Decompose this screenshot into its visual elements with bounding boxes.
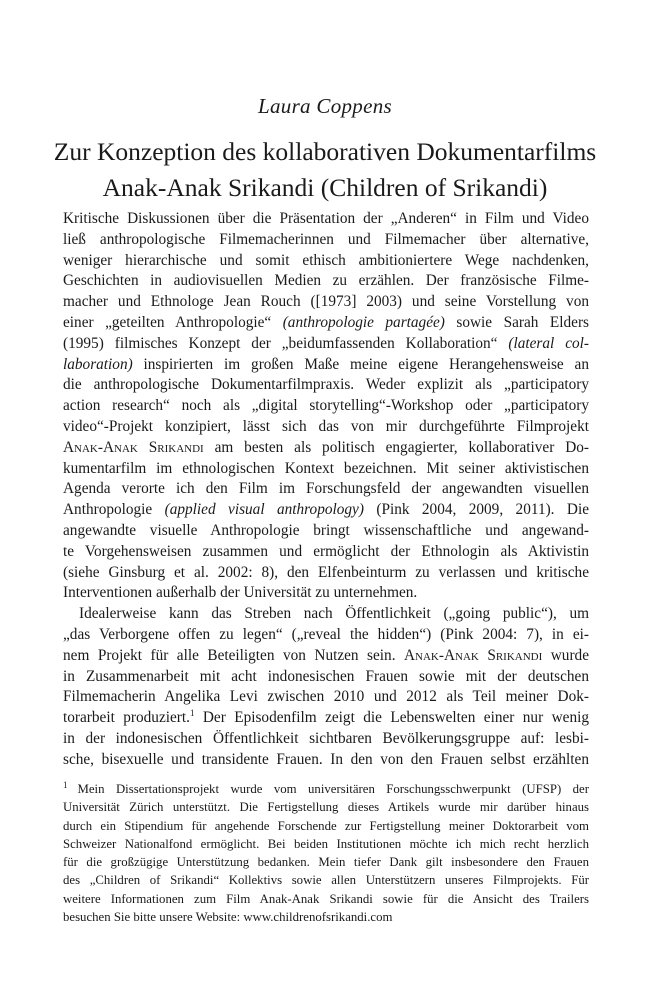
chapter-title-line-1: Zur Konzeption des kollaborativen Dokumentarfilms bbox=[53, 137, 597, 166]
text-line bbox=[63, 438, 589, 459]
text-line: in Zusammenarbeit mit acht indonesischen Frauen sowie mit der deutschen bbox=[63, 667, 589, 685]
text-line: macher und Ethnologe Jean Rouch ([1973] 2003) und seine Vorstellung von bbox=[63, 293, 589, 311]
text-run: am besten als politisch engagierter, kollaborativer Do- bbox=[203, 438, 590, 456]
text-run: inspirierten im großen Maße meine eigene Herangehensweise an bbox=[132, 355, 589, 373]
text-line: video“-Projekt konzipiert, lässt sich das von mir durchgeführte Filmprojekt bbox=[63, 417, 589, 435]
text-run: sowie Sarah Elders bbox=[444, 313, 589, 331]
text-line bbox=[63, 708, 589, 729]
text-line: action research“ noch als „digital storytelling“-Workshop oder „participatory bbox=[63, 397, 589, 415]
chapter-title bbox=[0, 134, 650, 206]
text-run: Mein Dissertationsprojekt wurde vom universitären Forschungsschwerpunkt (UFSP) der bbox=[77, 782, 589, 796]
body-text bbox=[63, 209, 589, 771]
text-line: Interventionen außerhalb der Universität zu unternehmen. bbox=[63, 584, 418, 602]
text-line bbox=[63, 334, 589, 355]
text-line: die anthropologische Dokumentarfilmpraxis. Weder explizit als „participatory bbox=[63, 376, 589, 394]
text-line: kumentarfilm im ethnologischen Kontext bezeichnen. Mit seiner aktivistischen bbox=[63, 459, 589, 477]
text-run: torarbeit produziert. bbox=[63, 709, 190, 727]
paragraph-1 bbox=[63, 209, 589, 604]
text-run: Anthropologie bbox=[63, 501, 165, 519]
text-line: Filmemacherin Angelika Levi zwischen 2010 und 2012 als Teil meiner Dok- bbox=[63, 688, 589, 706]
footnote-line: des „Children of Srikandi“ Kollektivs sowie allen Unterstützern unseres Filmprojekts. Für bbox=[63, 873, 589, 888]
text-line: (siehe Ginsburg et al. 2002: 8), den Elfenbeinturm zu verlassen und kritische bbox=[63, 563, 589, 581]
text-run: wurde bbox=[542, 646, 589, 664]
text-line: „das Verborgene offen zu legen“ („reveal the hidden“) (Pink 2004: 7), in ei- bbox=[63, 625, 589, 643]
text-line bbox=[63, 355, 589, 376]
text-run: (1995) filmisches Konzept der „beidumfassenden Kollaboration“ bbox=[63, 334, 509, 352]
italic-term: (lateral col- bbox=[508, 334, 589, 352]
footnote-line: weitere Informationen zum Film Anak-Anak Srikandi sowie für die Ansicht des Trailers bbox=[63, 891, 589, 906]
film-title: Anak-Anak Srikandi bbox=[404, 646, 543, 664]
footnote-line bbox=[63, 780, 589, 798]
text-line bbox=[63, 313, 589, 334]
paragraph-2 bbox=[63, 604, 589, 770]
text-run: nem Projekt für alle Beteiligten von Nutzen sein. bbox=[63, 646, 404, 664]
footnote-reference[interactable]: 1 bbox=[189, 708, 195, 719]
text-line: angewandte visuelle Anthropologie bringt wissenschaftliche und angewand- bbox=[63, 521, 589, 539]
film-title: Anak-Anak Srikandi bbox=[63, 438, 204, 456]
text-line: Kritische Diskussionen über die Präsentation der „Anderen“ in Film und Video bbox=[63, 210, 589, 227]
text-run: einer „geteilten Anthropologie“ bbox=[63, 313, 283, 331]
footnote-line: besuchen Sie bitte unsere Website: www.childrenofsrikandi.com bbox=[63, 910, 393, 925]
author-name: Laura Coppens bbox=[257, 94, 392, 118]
italic-term: laboration) bbox=[63, 355, 133, 373]
text-line: Geschichten in audiovisuellen Medien zu erzählen. Der französische Filme- bbox=[63, 272, 589, 290]
footnote-line: für die großzügige Unterstützung bedanken. Mein tiefer Dank gilt insbesondere den Frauen bbox=[63, 855, 589, 870]
text-line: sche, bisexuelle und transidente Frauen. In den von den Frauen selbst erzählten bbox=[63, 750, 589, 768]
text-line: in der indonesischen Öffentlichkeit sichtbaren Bevölkerungsgruppe auf: lesbi- bbox=[63, 729, 589, 747]
text-line bbox=[63, 646, 589, 667]
text-run: (Pink 2004, 2009, 2011). Die bbox=[363, 501, 590, 519]
text-line: te Vorgehensweisen zusammen und ermöglicht der Ethnologin als Aktivistin bbox=[63, 542, 589, 560]
footnote-line: durch ein Stipendium für angehende Forschende zur Fertigstellung meiner Doktorarbeit vom bbox=[63, 818, 589, 833]
text-run: Der Episodenfilm zeigt die Lebenswelten einer nur wenig bbox=[194, 709, 589, 727]
footnote-line: Schweizer Nationalfond ermöglicht. Bei beiden Institutionen möchte ich mich recht herzlich bbox=[63, 836, 589, 851]
text-line: Agenda verorte ich den Film im Forschungsfeld der angewandten visuellen bbox=[63, 480, 589, 498]
text-line: weniger hierarchische und somit ethisch ambitioniertere Wege nachdenken, bbox=[63, 251, 589, 269]
italic-term: (applied visual anthropology) bbox=[164, 501, 364, 519]
footnote-number: 1 bbox=[63, 779, 68, 790]
footnote-line: Universität Zürich unterstützt. Die Fertigstellung dieses Artikels wurde mir darüber hinaus bbox=[63, 800, 589, 815]
chapter-title-line-2: Anak-Anak Srikandi (Children of Srikandi) bbox=[102, 173, 548, 202]
italic-term: (anthropologie partagée) bbox=[282, 313, 445, 331]
text-line: ließ anthropologische Filmemacherinnen und Filmemacher über alternative, bbox=[63, 230, 589, 248]
footnote bbox=[63, 780, 589, 926]
text-line: Idealerweise kann das Streben nach Öffentlichkeit („going public“), um bbox=[79, 605, 589, 623]
text-line bbox=[63, 500, 589, 521]
